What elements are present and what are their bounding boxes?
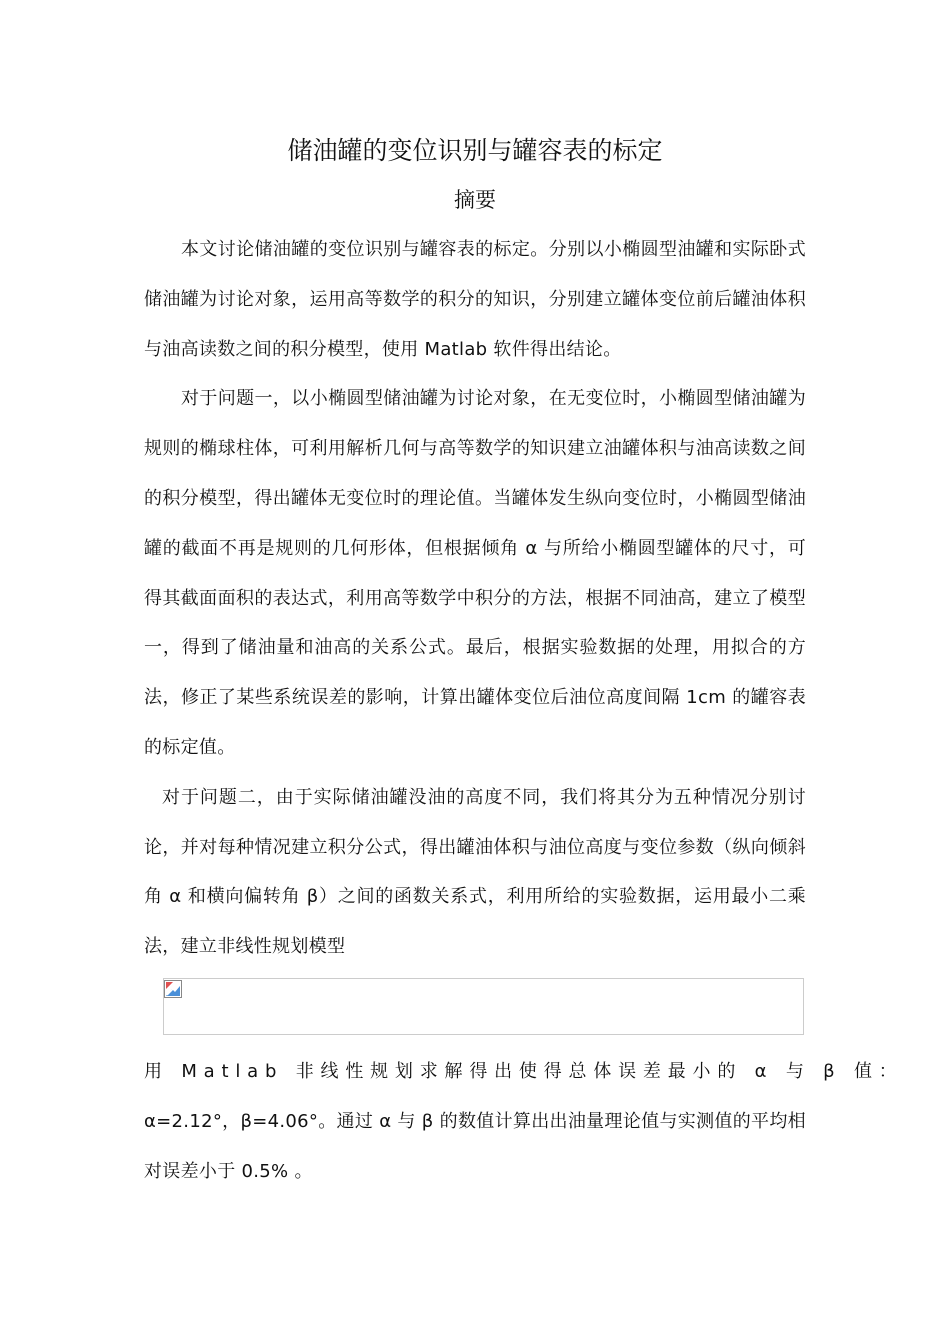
abstract-paragraph-problem-one: 对于问题一，以小椭圆型储油罐为讨论对象，在无变位时，小椭圆型储油罐为规则的椭球柱体，可利用解析几何与高等数学的知识建立油罐体积与油高读数之间的积分模型，得出罐体无变位时的理论值。当罐体发生纵向变位时，小椭圆型储油罐的截面不再是规则的几何形体，但根据倾角 α 与所给小椭圆型罐体的尺寸，可得其截面面积的表达式，利用高等数学中积分的方法，根据不同油高，建立了模型一，得到了储油量和油高的关系公式。最后，根据实验数据的处理，用拟合的方法，修正了某些系统误差的影响，计算出罐体变位后油位高度间隔 1cm 的罐容表的标定值。	[144, 388, 806, 758]
abstract-heading: 摘要	[454, 188, 496, 212]
formula-image-placeholder	[163, 978, 804, 1035]
broken-image-icon	[164, 980, 182, 998]
result-line-1: 用 Matlab 非线性规划求解得出使得总体误差最小的 α 与 β 值：	[144, 1061, 904, 1082]
result-line-2: α=2.12°，β=4.06°。通过 α 与 β 的数值计算出出油量理论值与实测值的平均相对误差小于 0.5% 。	[144, 1110, 806, 1182]
abstract-body	[144, 225, 806, 972]
abstract-paragraph-problem-two: 对于问题二，由于实际储油罐没油的高度不同，我们将其分为五种情况分别讨论，并对每种情况建立积分公式，得出罐油体积与油位高度与变位参数（纵向倾斜角 α 和横向偏转角 β）之间的函数关系式，利用所给的实验数据，运用最小二乘法，建立非线性规划模型	[144, 786, 806, 958]
paper-title: 储油罐的变位识别与罐容表的标定	[287, 136, 663, 165]
abstract-result	[144, 1047, 904, 1196]
abstract-paragraph-intro: 本文讨论储油罐的变位识别与罐容表的标定。分别以小椭圆型油罐和实际卧式储油罐为讨论对象，运用高等数学的积分的知识，分别建立罐体变位前后罐油体积与油高读数之间的积分模型，使用 Matlab 软件得出结论。	[144, 239, 806, 360]
